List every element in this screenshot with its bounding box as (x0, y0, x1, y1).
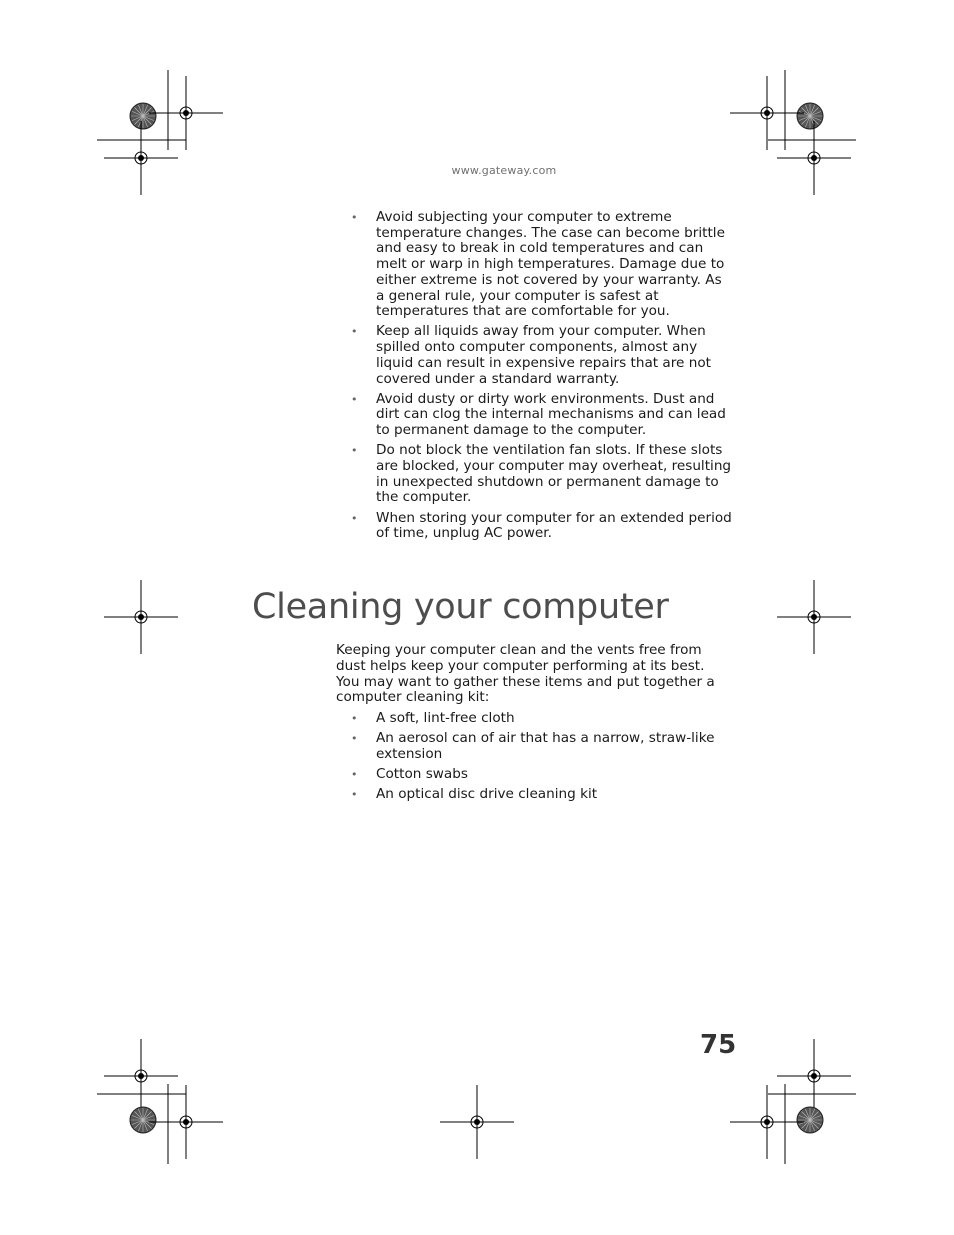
list-item (350, 711, 732, 727)
list-item-text: When storing your computer for an extended period of time, unplug AC power. (376, 509, 732, 542)
section-title: Cleaning your computer (252, 587, 669, 627)
list-item-text: A soft, lint-free cloth (376, 710, 515, 726)
page-number: 75 (700, 1030, 737, 1060)
list-item-text: An optical disc drive cleaning kit (376, 786, 598, 803)
list-item (350, 787, 732, 803)
crosshair-icon (149, 1085, 223, 1159)
registration-wheel-icon (797, 103, 823, 129)
bullet-icon: • (351, 444, 358, 458)
bullet-icon: • (351, 325, 358, 339)
bullet-icon: • (351, 211, 358, 224)
header-url: www.gateway.com (451, 164, 557, 177)
crosshair-icon (730, 1085, 804, 1159)
crosshair-icon (104, 121, 178, 195)
bullet-icon: • (351, 392, 358, 406)
crosshair-icon (440, 1085, 514, 1159)
crosshair-icon (104, 1039, 178, 1113)
bullet-icon: • (351, 788, 358, 802)
list-item-text: Keep all liquids away from your computer. When spilled onto computer components, almost any liquid can result in expensive repairs that are not covered under a standard warranty. (376, 323, 711, 387)
bullet-icon: • (351, 511, 358, 525)
crosshair-icon (149, 76, 223, 150)
list-item (350, 210, 732, 320)
registration-wheel-icon (130, 103, 156, 129)
registration-wheel-icon (797, 1107, 823, 1133)
bullet-icon: • (351, 768, 358, 782)
bullet-icon: • (351, 712, 358, 725)
bullet-icon: • (351, 732, 358, 746)
precautions-list (350, 210, 732, 547)
cleaning-kit-list (350, 711, 732, 808)
crosshair-icon (730, 76, 804, 150)
list-item-text: An aerosol can of air that has a narrow, straw-like extension (376, 730, 715, 762)
list-item (350, 443, 732, 506)
list-item (350, 392, 732, 439)
crosshair-icon (777, 580, 851, 654)
section-intro: Keeping your computer clean and the vents free from dust helps keep your computer performing at its best. You may want to gather these items and put together a computer cleaning kit: (336, 642, 715, 706)
list-item-text: Avoid dusty or dirty work environments. Dust and dirt can clog the internal mechanisms and can lead to permanent damage to the computer. (376, 390, 726, 439)
list-item-text: Cotton swabs (376, 766, 468, 783)
crosshair-icon (777, 1039, 851, 1113)
registration-wheel-icon (130, 1107, 156, 1133)
list-item (350, 511, 732, 542)
list-item (350, 731, 732, 762)
list-item (350, 324, 732, 387)
crosshair-icon (104, 580, 178, 654)
list-item-text: Do not block the ventilation fan slots. If these slots are blocked, your computer may overheat, resulting in unexpected shutdown or permanent damage to the computer. (376, 442, 732, 506)
list-item-text: Avoid subjecting your computer to extreme temperature changes. The case can become brittle and easy to break in cold temperatures and can melt or warp in high temperatures. Damage due to either extreme is not covered by your warranty. As a general rule, your computer is safest at temperatures that are comfortable for you. (376, 209, 725, 320)
crosshair-icon (777, 121, 851, 195)
list-item (350, 767, 732, 783)
